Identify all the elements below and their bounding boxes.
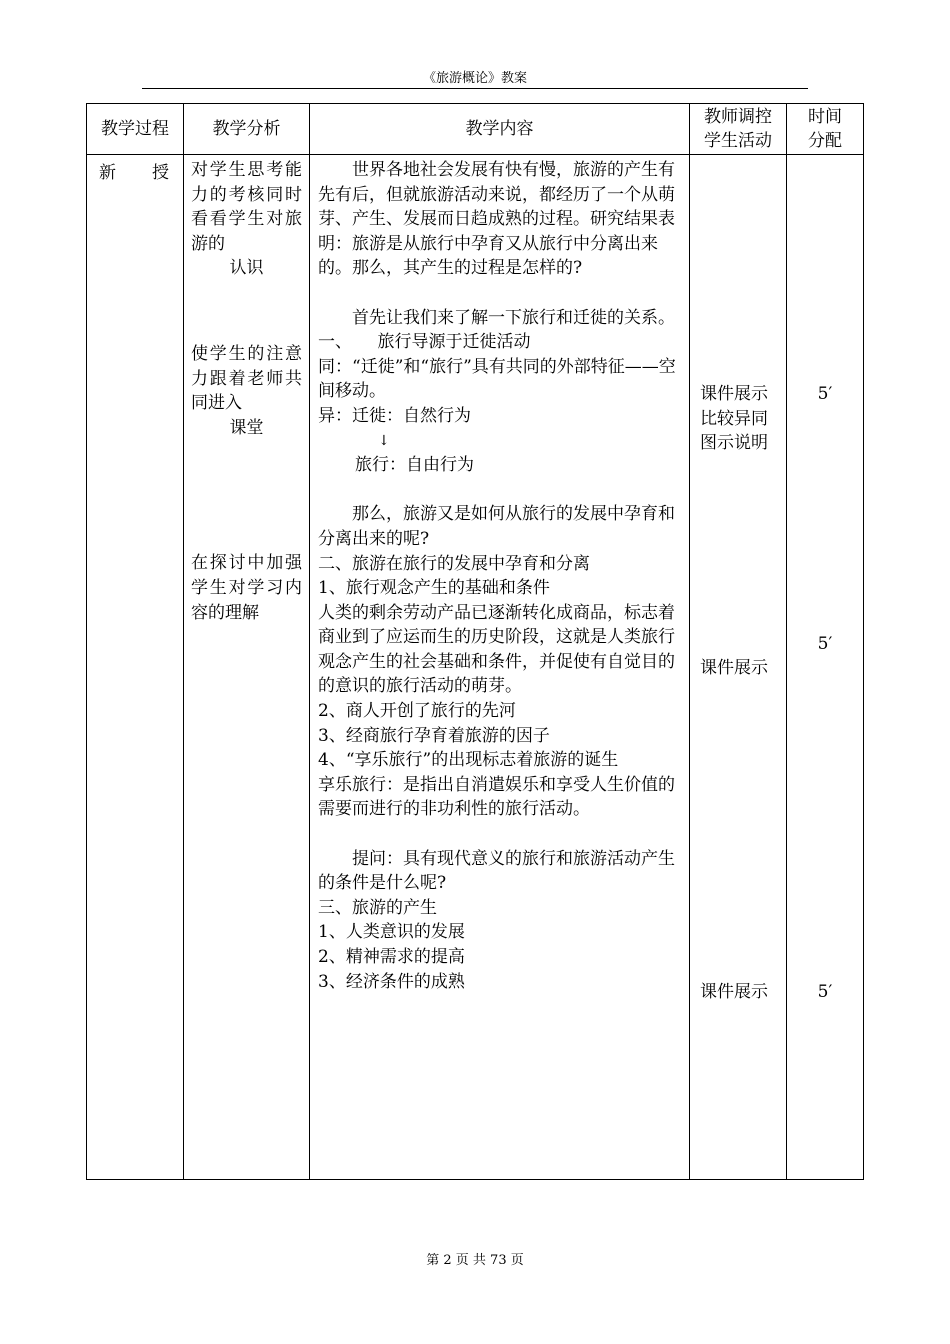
col-header-time-line2: 分配	[808, 131, 842, 151]
time-1: 5′	[817, 384, 833, 404]
section-2-item-1: 1、旅行观念产生的基础和条件	[318, 578, 550, 599]
process-char-1: 新	[99, 163, 116, 183]
section-2-item-3: 3、经商旅行孕育着旅游的因子	[318, 725, 550, 746]
analysis-note-3	[184, 551, 309, 625]
activity-1-line-2: 比较异同	[700, 408, 768, 429]
activity-1-line-3: 图示说明	[700, 433, 768, 454]
analysis-note-1-tail: 认识	[229, 258, 264, 279]
activity-group-2: 课件展示	[700, 657, 768, 678]
activity-group-1	[690, 382, 786, 456]
section-3-heading: 三、旅游的产生	[318, 897, 437, 918]
section-2-item-4: 4、“享乐旅行”的出现标志着旅游的诞生	[318, 750, 619, 771]
time-cell	[787, 155, 864, 1180]
analysis-note-2-tail: 课堂	[229, 417, 264, 438]
section-2-item-2: 2、商人开创了旅行的先河	[318, 701, 516, 722]
content-paragraph-3: 那么，旅游又是如何从旅行的发展中孕育和分离出来的呢?	[318, 504, 675, 549]
table-body-row	[87, 155, 864, 1180]
col-header-process: 教学过程	[87, 104, 184, 155]
document-header: 《旅游概论》教案	[422, 71, 527, 86]
col-header-teacher-line1: 教师调控	[704, 107, 772, 127]
activity-cell	[690, 155, 787, 1180]
page-footer: 第 2 页 共 73 页	[426, 1253, 524, 1268]
analysis-note-3-text: 在探讨中加强学生对学习内容的理解	[191, 553, 302, 623]
col-header-teacher-activity	[690, 104, 787, 155]
time-3: 5′	[817, 982, 833, 1003]
activity-group-3: 课件展示	[700, 982, 768, 1003]
col-header-content: 教学内容	[310, 104, 690, 155]
content-question: 提问：具有现代意义的旅行和旅游活动产生的条件是什么呢?	[318, 848, 675, 894]
content-body	[310, 158, 689, 994]
section-3-item-3: 3、经济条件的成熟	[318, 971, 465, 992]
content-paragraph-2: 首先让我们来了解一下旅行和迁徙的关系。	[352, 307, 675, 328]
table-header-row	[87, 104, 864, 155]
header-rule	[142, 88, 808, 89]
section-1-same: 同：“迁徙”和“旅行”具有共同的外部特征——空间移动。	[318, 356, 676, 402]
lesson-plan-table	[86, 103, 864, 1180]
content-intro: 世界各地社会发展有快有慢，旅游的产生有先有后，但就旅游活动来说，都经历了一个从萌芽、产生、发展而日趋成熟的过程。研究结果表明：旅游是从旅行中孕育又从旅行中分离出来的。那么，其产生的过程是怎样的?	[318, 160, 675, 279]
analysis-note-2	[184, 342, 309, 440]
analysis-note-2-text: 使学生的注意力跟着老师共同进入	[191, 343, 302, 414]
process-cell	[87, 155, 184, 1180]
col-header-time	[787, 104, 864, 155]
section-1-diff: 异：迁徙：自然行为	[318, 405, 471, 426]
analysis-note-1	[184, 158, 309, 281]
section-2-item-4-body: 享乐旅行：是指出自消遣娱乐和享受人生价值的需要而进行的非功利性的旅行活动。	[318, 774, 675, 820]
process-char-2: 授	[152, 163, 169, 183]
col-header-time-line1: 时间	[808, 107, 842, 127]
section-3-item-1: 1、人类意识的发展	[318, 922, 465, 943]
analysis-note-1-text: 对学生思考能力的考核同时看看学生对旅游的	[191, 160, 302, 254]
section-1-travel: 旅行：自由行为	[355, 455, 474, 476]
analysis-cell	[184, 155, 310, 1180]
col-header-analysis: 教学分析	[184, 104, 310, 155]
time-2: 5′	[817, 633, 833, 654]
col-header-teacher-line2: 学生活动	[704, 131, 772, 151]
activity-1-line-1: 课件展示	[700, 384, 768, 404]
section-2-item-1-body: 人类的剩余劳动产品已逐渐转化成商品，标志着商业到了应运而生的历史阶段，这就是人类旅行观念产生的社会基础和条件，并促使有自觉目的的意识的旅行活动的萌芽。	[318, 602, 675, 697]
section-3-item-2: 2、精神需求的提高	[318, 947, 465, 967]
process-label	[87, 158, 183, 186]
section-2-heading: 二、旅游在旅行的发展中孕育和分离	[318, 553, 590, 574]
down-arrow-icon: ↓	[378, 432, 390, 449]
content-cell	[310, 155, 690, 1180]
section-1-heading: 一、 旅行导源于迁徙活动	[318, 332, 531, 353]
